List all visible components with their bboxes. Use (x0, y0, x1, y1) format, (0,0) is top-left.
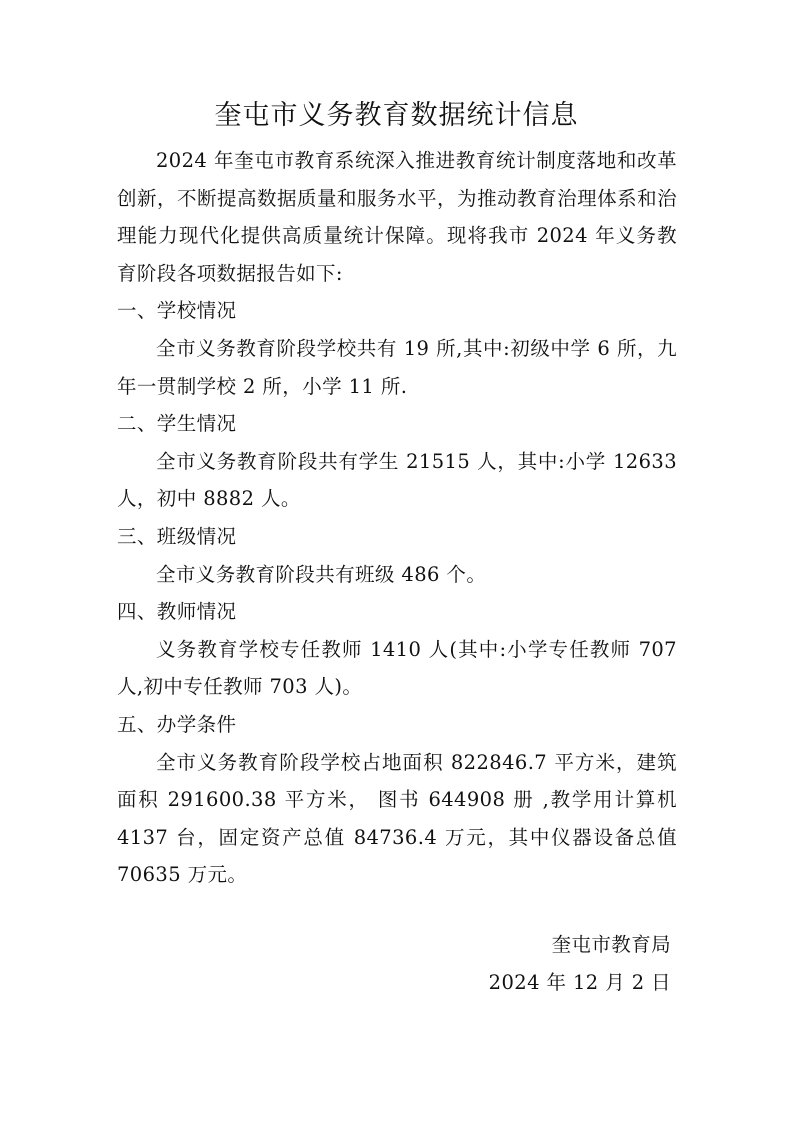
section-heading-students: 二、学生情况 (117, 412, 237, 436)
issuer-name: 奎屯市教育局 (551, 933, 671, 956)
section-content-teachers: 义务教育学校专任教师 1410 人(其中:小学专任教师 707 人,初中专任教师 703 人)。 (117, 637, 677, 699)
section-heading-schools: 一、学校情况 (117, 299, 237, 323)
document-title: 奎屯市义务教育数据统计信息 (214, 100, 579, 131)
section-content-students: 全市义务教育阶段共有学生 21515 人，其中:小学 12633 人，初中 8882 人。 (117, 449, 677, 511)
section-heading-teachers: 四、教师情况 (117, 600, 237, 624)
section-heading-conditions: 五、办学条件 (117, 712, 237, 736)
issue-date: 2024 年 12 月 2 日 (488, 970, 671, 994)
intro-paragraph: 2024 年奎屯市教育系统深入推进教育统计制度落地和改革创新，不断提高数据质量和服务水平，为推动教育治理体系和治理能力现代化提供高质量统计保障。现将我市 2024 年义务教育阶段各项数据报告如下: (117, 149, 677, 285)
section-content-conditions: 全市义务教育阶段学校占地面积 822846.7 平方米，建筑面积 291600.38 平方米， 图书 644908 册 ,教学用计算机 4137 台，固定资产总值 84736.4 万元，其中仪器设备总值 70635 万元。 (117, 750, 677, 887)
section-content-schools: 全市义务教育阶段学校共有 19 所,其中:初级中学 6 所，九年一贯制学校 2 所，小学 11 所. (117, 336, 677, 398)
document-body (117, 142, 677, 894)
signature-block (489, 926, 671, 1001)
section-content-classes: 全市义务教育阶段共有班级 486 个。 (156, 562, 487, 586)
section-heading-classes: 三、班级情况 (117, 524, 237, 548)
